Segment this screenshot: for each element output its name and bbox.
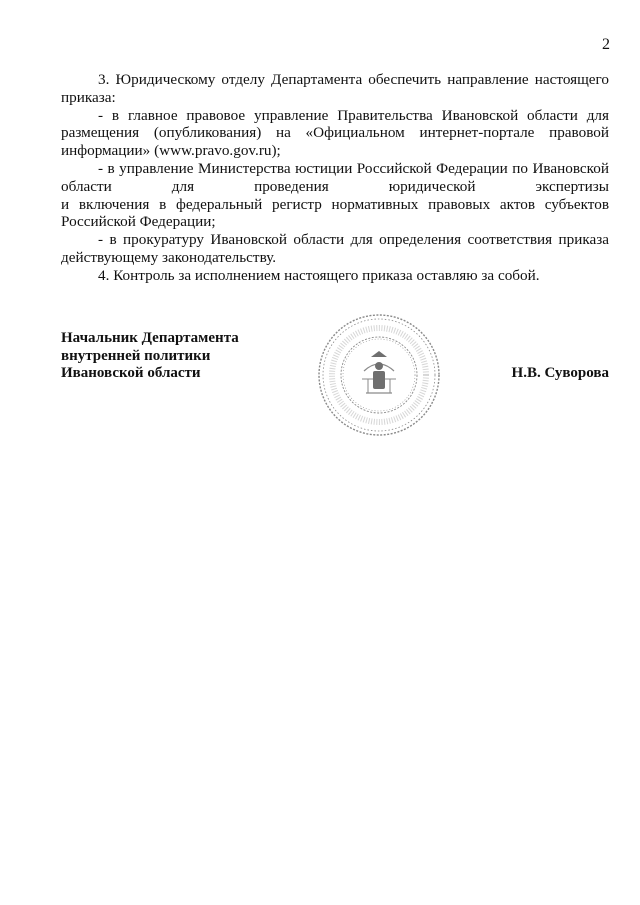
signatory-position-line: Ивановской области — [61, 365, 201, 381]
paragraph-legal-department: 3. Юридическому отделу Департамента обеспечить направление настоящего приказа: — [61, 71, 609, 106]
signatory-position-line: Начальник Департамента — [61, 330, 239, 346]
signatory-position-line: внутренней политики — [61, 347, 211, 364]
page-number: 2 — [602, 36, 610, 53]
document-body — [61, 71, 609, 285]
paragraph-control: 4. Контроль за исполнением настоящего приказа оставляю за собой. — [98, 266, 540, 284]
signature-block — [61, 330, 609, 410]
signatory-name: Н.В. Суворова — [511, 365, 609, 381]
paragraph-justice-ministry: - в управление Министерства юстиции Российской Федерации по Ивановской области для проведения юридической экспертизы — [61, 159, 609, 195]
paragraph-legal-directorate: - в главное правовое управление Правительства Ивановской области для размещения (опубликования) на «Официальном интернет-портале правовой информации» (www.pravo.gov.ru); — [61, 106, 609, 160]
paragraph-federal-register: и включения в федеральный регистр нормативных правовых актов субъектов Российской Федерации; — [61, 195, 609, 231]
signatory-position — [61, 330, 239, 383]
paragraph-prosecutor: - в прокуратуру Ивановской области для определения соответствия приказа действующему законодательству. — [61, 231, 609, 266]
